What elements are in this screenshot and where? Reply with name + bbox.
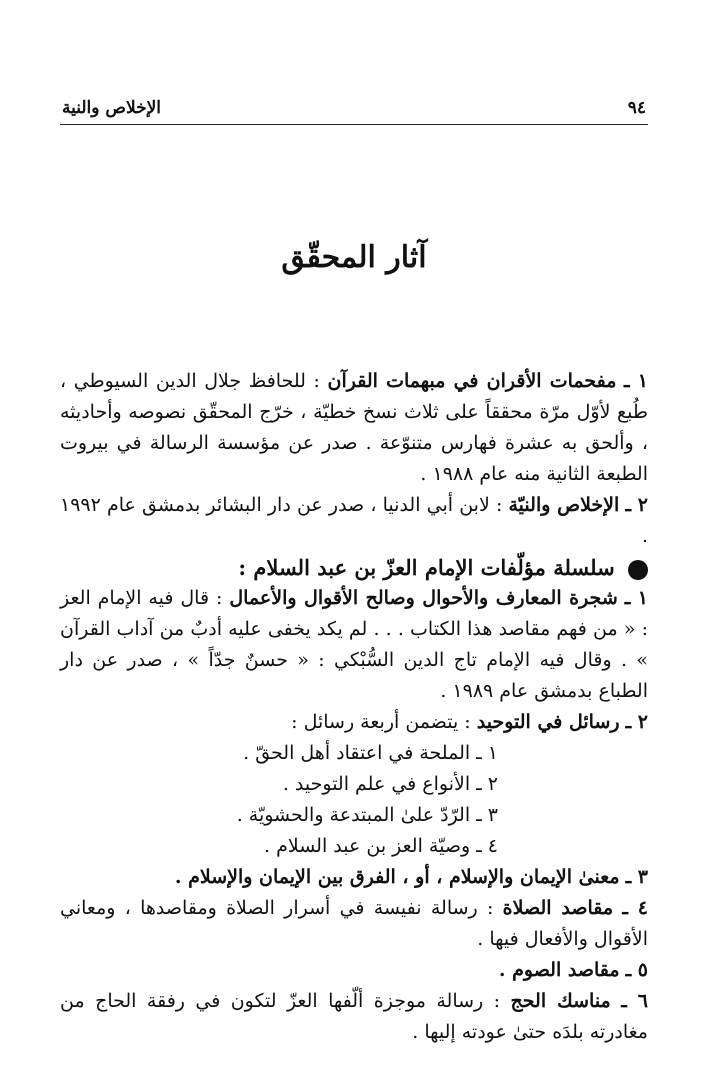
series-heading: سلسلة مؤلّفات الإمام العزّ بن عبد السلام : xyxy=(60,552,648,583)
series-description: : رسالة نفيسة في أسرار الصلاة ومقاصدها ، ومعاني الأقوال والأفعال فيها . xyxy=(60,897,648,950)
work-description: : لابن أبي الدنيا ، صدر عن دار البشائر بدمشق عام ١٩٩٢ . xyxy=(60,494,648,547)
series-title: معنىٰ الإيمان والإسلام ، أو ، الفرق بين الإيمان والإسلام . xyxy=(174,866,620,888)
series-description: : رسالة موجزة ألّفها العزّ لتكون في رفقة الحاج من مغادرته بلدَه حتىٰ عودته إليها . xyxy=(60,990,648,1043)
series-title: مقاصد الصلاة xyxy=(502,897,614,919)
series-item: ٦ ـ مناسك الحج : رسالة موجزة ألّفها العزّ لتكون في رفقة الحاج من مغادرته بلدَه حتىٰ عودته إليها . xyxy=(60,990,648,1043)
sub-item: ٤ ـ وصيّة العز بن عبد السلام . xyxy=(264,835,498,857)
series-title: مقاصد الصوم . xyxy=(498,959,620,981)
page-number: ٩٤ xyxy=(627,98,646,118)
series-title: شجرة المعارف والأحوال وصالح الأقوال والأعمال xyxy=(229,587,618,609)
work-description: : للحافظ جلال الدين السيوطي ، طُبع لأوّل مرّة محققاً على ثلاث نسخ خطيّة ، خرّج المحقّق نصوصه وأحاديثه ، وألحق به عشرة فهارس متنوّعة . صدر عن مؤسسة الرسالة في بيروت الطبعة الثانية منه عام ١٩٨٨ . xyxy=(60,370,648,485)
series-item: ٢ ـ رسائل في التوحيد : يتضمن أربعة رسائل : xyxy=(291,711,648,733)
series-description: : يتضمن أربعة رسائل : xyxy=(291,711,471,733)
running-title: الإخلاص والنية xyxy=(62,98,162,118)
sub-item: ٣ ـ الرّدّ علىٰ المبتدعة والحشويّة . xyxy=(236,804,498,826)
section-heading: آثار المحقّق xyxy=(281,240,427,275)
work-title: مفحمات الأقران في مبهمات القرآن xyxy=(327,370,617,392)
series-title: رسائل في التوحيد xyxy=(476,711,620,733)
sub-item: ١ ـ الملحة في اعتقاد أهل الحقّ . xyxy=(243,742,498,764)
series-item: ٥ ـ مقاصد الصوم . xyxy=(498,959,648,981)
bullet-dot-icon xyxy=(628,560,648,580)
series-item: ١ ـ شجرة المعارف والأحوال وصالح الأقوال والأعمال : قال فيه الإمام العز : « من فهم مقاصد هذا الكتاب . . . لم يكد يخفى عليه أدبٌ من آداب القرآن » . وقال فيه الإمام تاج الدين السُّبْكي : « حسنٌ جدّاً » ، صدر عن دار الطباع بدمشق عام ١٩٨٩ . xyxy=(60,587,648,702)
work-item: ١ ـ مفحمات الأقران في مبهمات القرآن : للحافظ جلال الدين السيوطي ، طُبع لأوّل مرّة محققاً على ثلاث نسخ خطيّة ، خرّج المحقّق نصوصه وأحاديثه ، وألحق به عشرة فهارس متنوّعة . صدر عن مؤسسة الرسالة في بيروت الطبعة الثانية منه عام ١٩٨٨ . xyxy=(60,370,648,485)
work-title: الإخلاص والنيّة xyxy=(508,494,620,516)
page-header xyxy=(60,98,648,125)
works-list xyxy=(60,366,648,1048)
sub-item: ٢ ـ الأنواع في علم التوحيد . xyxy=(282,773,498,795)
series-description: : قال فيه الإمام العز : « من فهم مقاصد هذا الكتاب . . . لم يكد يخفى عليه أدبٌ من آداب القرآن » . وقال فيه الإمام تاج الدين السُّبْكي : « حسنٌ جدّاً » ، صدر عن دار الطباع بدمشق عام ١٩٨٩ . xyxy=(60,587,648,702)
series-item: ٣ ـ معنىٰ الإيمان والإسلام ، أو ، الفرق بين الإيمان والإسلام . xyxy=(174,866,648,888)
work-item: ٢ ـ الإخلاص والنيّة : لابن أبي الدنيا ، صدر عن دار البشائر بدمشق عام ١٩٩٢ . xyxy=(60,494,648,547)
series-item: ٤ ـ مقاصد الصلاة : رسالة نفيسة في أسرار الصلاة ومقاصدها ، ومعاني الأقوال والأفعال فيها . xyxy=(60,897,648,950)
series-title: مناسك الحج xyxy=(510,990,611,1012)
